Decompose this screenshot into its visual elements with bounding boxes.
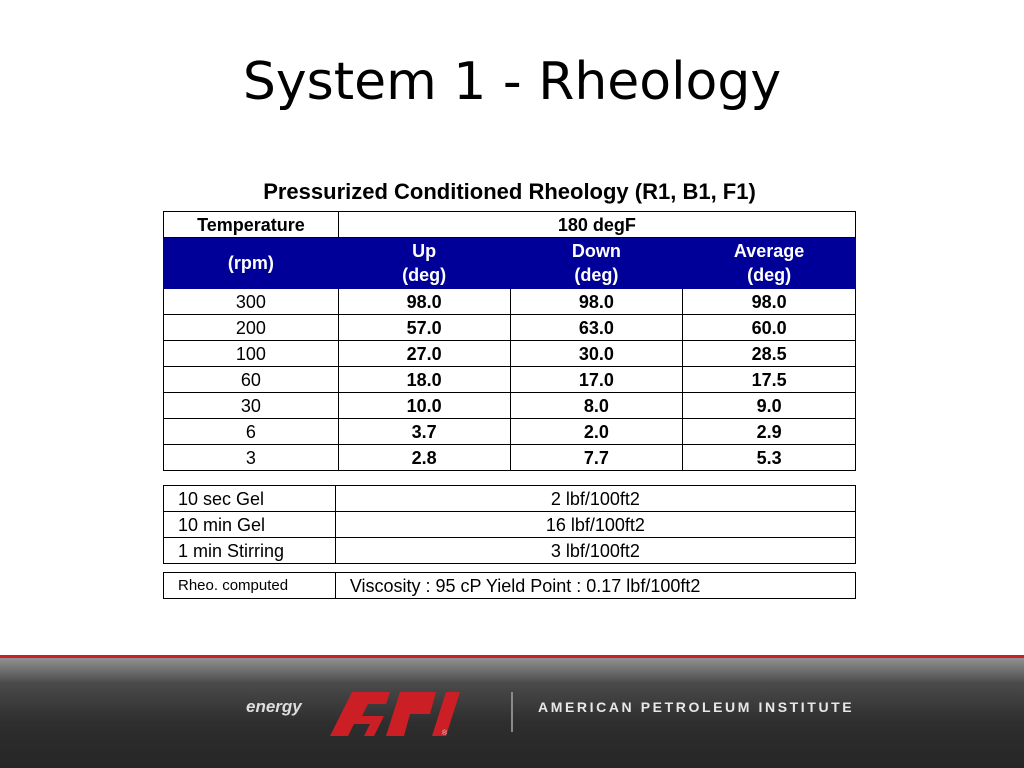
gel-label: 10 min Gel <box>164 512 336 538</box>
average-cell: 5.3 <box>683 445 856 471</box>
table-row <box>164 419 856 445</box>
up-cell: 10.0 <box>338 393 510 419</box>
organization-name: AMERICAN PETROLEUM INSTITUTE <box>538 699 855 715</box>
temperature-row <box>164 212 856 238</box>
down-cell: 7.7 <box>510 445 683 471</box>
down-cell: 8.0 <box>510 393 683 419</box>
gel-value: 3 lbf/100ft2 <box>335 538 855 564</box>
down-cell: 17.0 <box>510 367 683 393</box>
table-row <box>164 289 856 315</box>
header-average-line2: (deg) <box>747 265 792 285</box>
energy-logo-text: energy <box>246 697 302 716</box>
down-cell: 63.0 <box>510 315 683 341</box>
rpm-cell: 100 <box>164 341 339 367</box>
header-up <box>338 238 510 289</box>
header-down-line1: Down <box>571 241 621 261</box>
logo-divider <box>511 692 513 732</box>
down-cell: 2.0 <box>510 419 683 445</box>
header-average-line1: Average <box>733 241 805 261</box>
down-cell: 98.0 <box>510 289 683 315</box>
average-cell: 28.5 <box>683 341 856 367</box>
down-cell: 30.0 <box>510 341 683 367</box>
up-cell: 18.0 <box>338 367 510 393</box>
rpm-cell: 200 <box>164 315 339 341</box>
table-row <box>164 445 856 471</box>
temperature-label: Temperature <box>164 212 339 238</box>
table-row <box>164 538 856 564</box>
header-up-line2: (deg) <box>402 265 447 285</box>
average-cell: 17.5 <box>683 367 856 393</box>
table-title: Pressurized Conditioned Rheology (R1, B1, F1) <box>263 179 756 204</box>
footer-accent-line <box>0 655 1024 658</box>
gel-strength-table <box>163 485 856 564</box>
up-cell: 27.0 <box>338 341 510 367</box>
average-cell: 98.0 <box>683 289 856 315</box>
gel-label: 10 sec Gel <box>164 486 336 512</box>
table-row <box>164 341 856 367</box>
rpm-cell: 30 <box>164 393 339 419</box>
table-row <box>164 367 856 393</box>
header-down <box>510 238 683 289</box>
table-row <box>164 512 856 538</box>
up-cell: 98.0 <box>338 289 510 315</box>
header-rpm: (rpm) <box>164 238 339 289</box>
rpm-cell: 6 <box>164 419 339 445</box>
up-cell: 3.7 <box>338 419 510 445</box>
gel-value: 2 lbf/100ft2 <box>335 486 855 512</box>
table-row <box>164 573 856 599</box>
header-up-line1: Up <box>412 241 437 261</box>
table-row <box>164 486 856 512</box>
rpm-cell: 60 <box>164 367 339 393</box>
header-row <box>164 238 856 289</box>
rheology-table <box>163 211 856 471</box>
header-down-line2: (deg) <box>574 265 619 285</box>
average-cell: 9.0 <box>683 393 856 419</box>
table-row <box>164 393 856 419</box>
slide-title: System 1 - Rheology <box>242 52 782 112</box>
average-cell: 60.0 <box>683 315 856 341</box>
api-logo-icon <box>330 690 460 736</box>
registered-mark: ® <box>442 730 448 736</box>
up-cell: 57.0 <box>338 315 510 341</box>
rpm-cell: 3 <box>164 445 339 471</box>
rheo-value: Viscosity : 95 cP Yield Point : 0.17 lbf/100ft2 <box>335 573 855 599</box>
temperature-value: 180 degF <box>338 212 855 238</box>
gel-label: 1 min Stirring <box>164 538 336 564</box>
table-row <box>164 315 856 341</box>
average-cell: 2.9 <box>683 419 856 445</box>
rheo-computed-table <box>163 572 856 599</box>
rheo-label: Rheo. computed <box>164 573 336 599</box>
rpm-cell: 300 <box>164 289 339 315</box>
header-average <box>683 238 856 289</box>
up-cell: 2.8 <box>338 445 510 471</box>
gel-value: 16 lbf/100ft2 <box>335 512 855 538</box>
